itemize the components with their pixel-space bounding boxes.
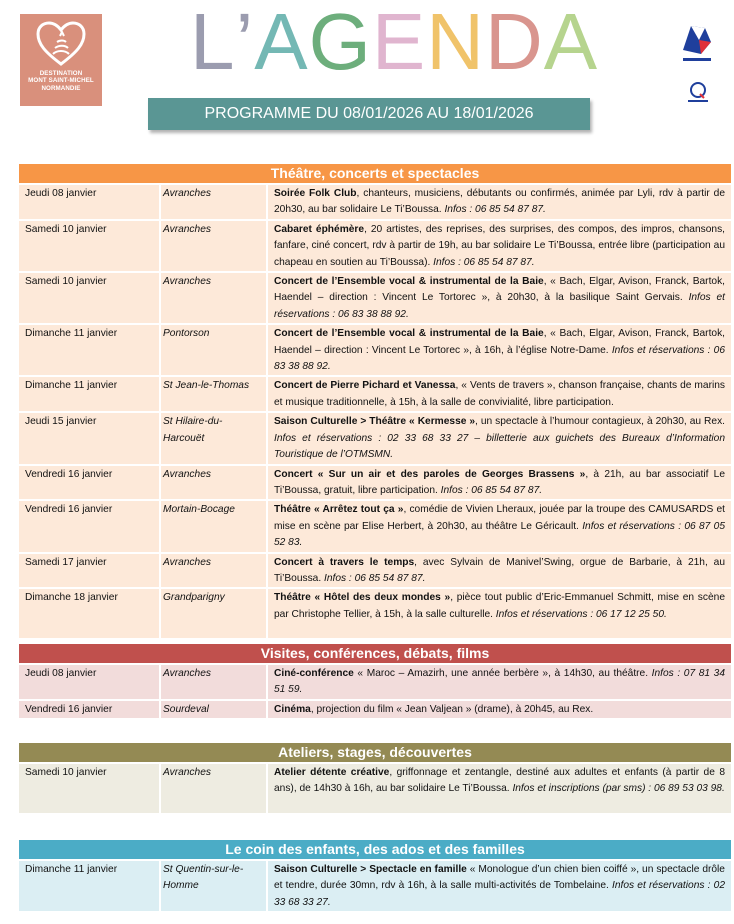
event-location: St Quentin-sur-le-Homme: [161, 861, 266, 911]
event-title: Concert à travers le temps: [274, 556, 415, 568]
event-date: Vendredi 16 janvier: [19, 501, 159, 551]
event-row: [19, 413, 731, 463]
event-text: , chanteurs, musiciens, débutants ou confirmés, animée par Lyli, rdv à partir de 20h30, au bar solidaire Le Ti’Boussa.: [274, 188, 725, 216]
event-title: Atelier détente créative: [274, 767, 390, 778]
title-letter: E: [371, 0, 427, 86]
event-title: Théâtre « Arrêtez tout ça »: [274, 504, 404, 516]
event-title: Théâtre « Hôtel des deux mondes »: [274, 592, 451, 604]
event-description: [268, 413, 731, 463]
event-text: , un spectacle à l’humour contagieux, à 20h30, au Rex.: [475, 416, 725, 428]
event-row: [19, 466, 731, 500]
event-location: Avranches: [161, 466, 266, 500]
event-row: [19, 221, 731, 271]
event-description: [268, 589, 731, 638]
event-date: Samedi 17 janvier: [19, 554, 159, 588]
event-row: [19, 554, 731, 588]
event-row: [19, 665, 731, 699]
event-description: [268, 466, 731, 500]
event-title: Saison Culturelle > Théâtre « Kermesse »: [274, 416, 476, 428]
event-date: Samedi 10 janvier: [19, 273, 159, 323]
event-title: Concert de l’Ensemble vocal & instrumental de la Baie: [274, 328, 544, 340]
section-title: Théâtre, concerts et spectacles: [19, 164, 731, 183]
event-location: Avranches: [161, 665, 266, 699]
event-title: Cinéma: [274, 703, 311, 715]
event-row: [19, 501, 731, 551]
event-description: [268, 665, 731, 699]
event-location: Grandparigny: [161, 589, 266, 638]
event-location: Sourdeval: [161, 701, 266, 718]
event-row: [19, 273, 731, 323]
event-info: Infos : 06 85 54 87 87.: [440, 484, 543, 496]
event-location: St Jean-le-Thomas: [161, 377, 266, 411]
event-title: Cabaret éphémère: [274, 223, 365, 235]
event-description: [268, 501, 731, 551]
event-text: , « Bach, Elgar, Avison, Franck, Bartok, Haendel – direction : Vincent Le Tortorec », à 20h30, à la basilique Saint Gervais.: [274, 276, 725, 304]
title-letter: L: [190, 0, 236, 86]
event-title: Concert de l’Ensemble vocal & instrumental de la Baie: [274, 276, 544, 288]
event-description: [268, 377, 731, 411]
event-text: , avec Sylvain de Manivel’Swing, orgue de Barbarie, à 21h, au Ti’Boussa.: [274, 556, 725, 584]
event-location: Avranches: [161, 221, 266, 271]
logo-text-line: MONT SAINT-MICHEL: [28, 77, 94, 85]
event-info: Infos et réservations : 02 33 68 33 27 – billetterie aux guichets des Bureaux d’Information Touristique de l’OTMSMN.: [274, 432, 725, 461]
event-date: Dimanche 11 janvier: [19, 377, 159, 411]
section-theatre: [19, 164, 731, 638]
event-text: , 20 artistes, des reprises, des surprises, des compos, des impros, chansons, fanfare, ciné concert, rdv à partir de 19h, au bar solidaire Le Ti’Boussa, entrée libre (participation au chapeau en soutien au Ti’Boussa).: [274, 223, 725, 268]
event-date: Vendredi 16 janvier: [19, 466, 159, 500]
event-text: , « Vents de travers », chanson française, chants de marins et musique traditionnelle, à 15h, à la salle de convivialité, libre participation.: [274, 380, 725, 408]
logo-text-line: DESTINATION: [39, 70, 83, 77]
event-title: Concert « Sur un air et des paroles de Georges Brassens »: [274, 468, 586, 480]
event-text: , pièce tout public d’Eric-Emmanuel Schmitt, mise en scène par Christophe Tellier, à 15h, à la salle culturelle.: [274, 592, 725, 620]
event-description: [268, 185, 731, 219]
event-text: , griffonnage et zentangle, destiné aux adultes et enfants (à partir de 8 ans), de 14h30 à 16h, au bar solidaire Le Ti’Boussa.: [274, 767, 725, 795]
event-title: Soirée Folk Club: [274, 188, 357, 199]
event-row: [19, 764, 731, 813]
event-info: Infos et réservations : 06 87 05 52 83.: [274, 520, 725, 549]
title-letter: G: [308, 0, 372, 86]
section-title: Le coin des enfants, des ados et des familles: [19, 840, 731, 859]
title-letter: N: [426, 0, 486, 86]
event-info: Infos et réservations : 06 17 12 25 50.: [495, 608, 667, 620]
event-row: [19, 701, 731, 718]
event-text: « Monologue d’un chien bien coiffé », un spectacle drôle et tendre, durée 30mn, rdv à 16h, à la salle multi-activités de Tombelaine.: [274, 864, 725, 892]
event-description: [268, 861, 731, 911]
title-letter: A: [543, 0, 599, 86]
title-letter: D: [485, 0, 544, 86]
event-info: Infos et réservations : 02 33 68 33 27.: [274, 880, 725, 908]
title-letter: ’: [235, 0, 255, 86]
event-description: [268, 764, 731, 813]
event-info: Infos : 06 85 54 87 87.: [444, 204, 546, 216]
logo-text-line: NORMANDIE: [41, 84, 81, 92]
event-text: , projection du film « Jean Valjean » (drame), à 20h45, au Rex.: [310, 703, 594, 715]
qualite-tourisme-icon: [686, 80, 710, 104]
event-location: Pontorson: [161, 325, 266, 375]
program-banner: PROGRAMME DU 08/01/2026 AU 18/01/2026: [148, 98, 590, 130]
event-date: Dimanche 11 janvier: [19, 861, 159, 911]
event-description: [268, 221, 731, 271]
event-row: [19, 589, 731, 638]
section-title: Ateliers, stages, découvertes: [19, 743, 731, 762]
event-text: , « Bach, Elgar, Avison, Franck, Bartok, Haendel – direction : Vincent Le Tortorec », à 16h, à l’église Notre-Dame.: [274, 328, 725, 356]
event-title: Saison Culturelle > Spectacle en famille: [274, 864, 467, 875]
event-title: Ciné-conférence: [274, 668, 354, 679]
section-enfants: [19, 840, 731, 911]
event-date: Samedi 10 janvier: [19, 764, 159, 813]
event-description: [268, 273, 731, 323]
event-date: Dimanche 11 janvier: [19, 325, 159, 375]
section-visites: [19, 644, 731, 718]
section-title: Visites, conférences, débats, films: [19, 644, 731, 663]
destination-logo: [20, 14, 102, 106]
event-row: [19, 377, 731, 411]
event-row: [19, 861, 731, 911]
event-row: [19, 185, 731, 219]
event-location: Avranches: [161, 764, 266, 813]
event-date: Jeudi 08 janvier: [19, 185, 159, 219]
event-info: Infos : 06 85 54 87 87.: [433, 256, 535, 268]
event-text: « Maroc – Amazirh, une année berbère », à 14h30, au théâtre.: [353, 668, 652, 679]
event-text: , à 21h, au bar associatif Le Ti’Boussa, gratuit, libre participation.: [274, 468, 725, 496]
event-date: Jeudi 08 janvier: [19, 665, 159, 699]
france-label-icon: [677, 20, 717, 66]
event-text: , comédie de Vivien Lheraux, jouée par la troupe des CAMUSARDS et mise en scène par Elise Herbert, à 20h30, au théâtre Le Géricault.: [274, 504, 726, 532]
event-location: St Hilaire-du-Harcouët: [161, 413, 266, 463]
event-location: Avranches: [161, 554, 266, 588]
section-ateliers: [19, 743, 731, 813]
event-info: Infos et réservations : 06 83 38 88 92.: [274, 344, 725, 373]
event-location: Avranches: [161, 185, 266, 219]
event-row: [19, 325, 731, 375]
event-info: Infos : 06 85 54 87 87.: [324, 572, 426, 584]
event-date: Dimanche 18 janvier: [19, 589, 159, 638]
event-location: Avranches: [161, 273, 266, 323]
event-date: Samedi 10 janvier: [19, 221, 159, 271]
event-info: Infos et réservations : 06 83 38 88 92.: [274, 292, 725, 320]
event-location: Mortain-Bocage: [161, 501, 266, 551]
event-info: Infos et inscriptions (par sms) : 06 89 53 03 98.: [512, 783, 725, 795]
heart-logo-icon: [35, 20, 87, 68]
event-info: Infos : 07 81 34 51 59.: [274, 668, 726, 696]
event-title: Concert de Pierre Pichard et Vanessa: [274, 380, 456, 392]
title-letter: A: [254, 0, 309, 86]
event-description: [268, 325, 731, 375]
event-description: [268, 701, 731, 718]
page-title: [190, 0, 599, 86]
event-description: [268, 554, 731, 588]
event-date: Jeudi 15 janvier: [19, 413, 159, 463]
event-date: Vendredi 16 janvier: [19, 701, 159, 718]
